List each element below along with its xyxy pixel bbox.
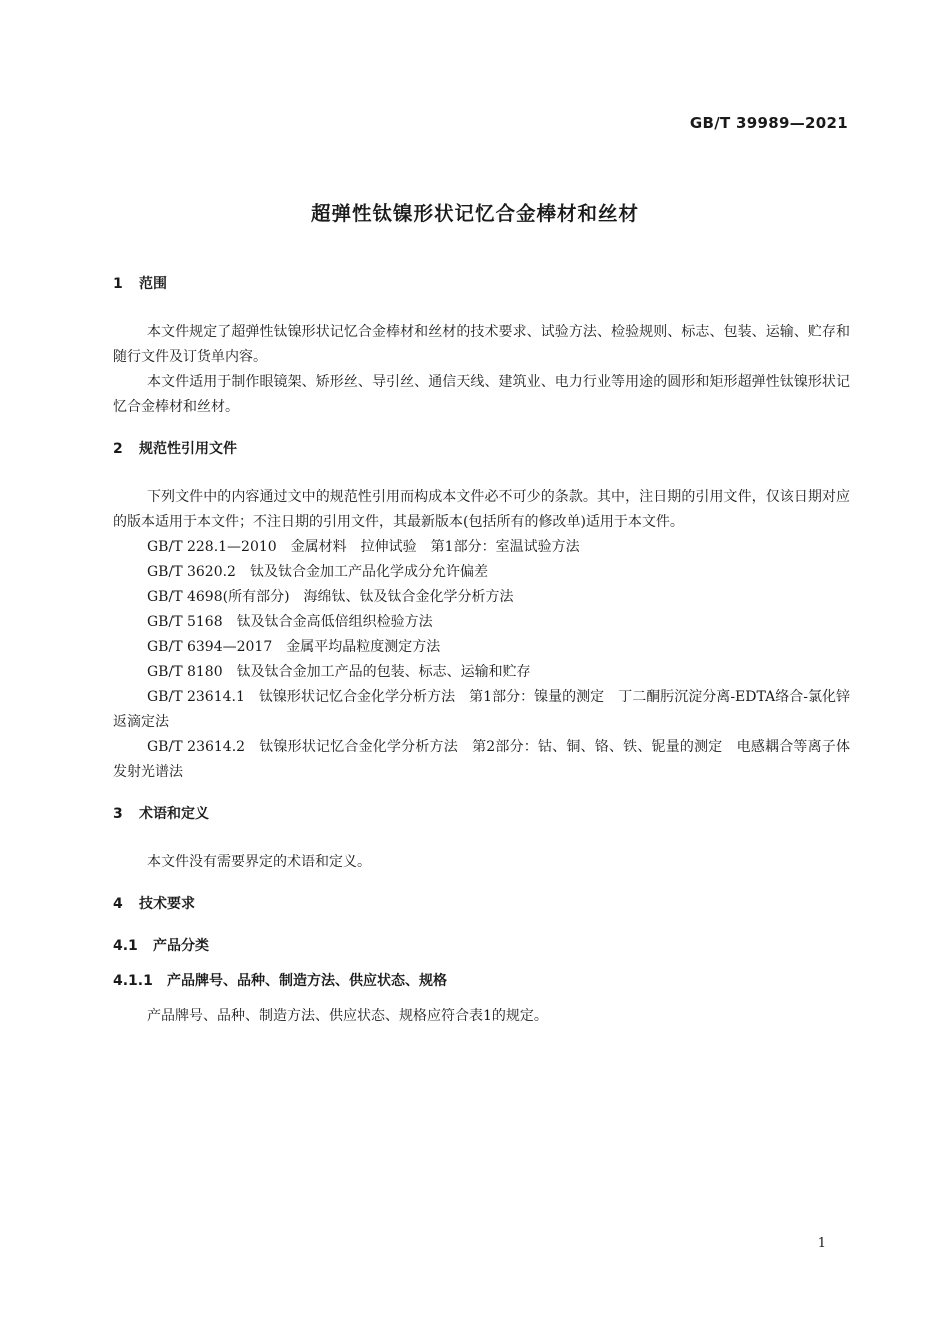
reference-code: GB/T 228.1—2010 [147,539,277,555]
reference-item [113,635,850,660]
section-heading-scope [113,272,850,297]
document-body [113,272,850,1029]
reference-item [113,585,850,610]
paragraph: 下列文件中的内容通过文中的规范性引用而构成本文件必不可少的条款。其中，注日期的引用文件，仅该日期对应的版本适用于本文件；不注日期的引用文件，其最新版本(包括所有的修改单)适用于本文件。 [113,489,850,530]
document-title: 超弹性钛镍形状记忆合金棒材和丝材 [310,202,639,225]
subsection-heading-product-classification [113,934,850,959]
section-title: 技术要求 [139,896,195,912]
reference-title: 海绵钛、钛及钛合金化学分析方法 [303,589,514,605]
reference-title: 金属平均晶粒度测定方法 [286,639,441,655]
subsection-title: 产品分类 [153,938,209,954]
section-number: 1 [113,276,123,292]
subsection-number: 4.1 [113,938,138,954]
section-title: 范围 [139,276,167,292]
section-title: 规范性引用文件 [139,441,237,457]
paragraph: 本文件适用于制作眼镜架、矫形丝、导引丝、通信天线、建筑业、电力行业等用途的圆形和矩形超弹性钛镍形状记忆合金棒材和丝材。 [113,374,850,415]
reference-code: GB/T 23614.1 [147,689,245,705]
reference-title: 钛及钛合金高低倍组织检验方法 [236,614,433,630]
subsubsection-number: 4.1.1 [113,973,153,989]
reference-code: GB/T 23614.2 [147,739,246,755]
section-heading-normative-references [113,437,850,462]
paragraph: 产品牌号、品种、制造方法、供应状态、规格应符合表1的规定。 [147,1008,548,1024]
reference-title: 钛及钛合金加工产品的包装、标志、运输和贮存 [236,664,531,680]
reference-code: GB/T 8180 [147,664,223,680]
document-code: GB/T 39989—2021 [689,114,848,132]
reference-code: GB/T 5168 [147,614,223,630]
reference-item [113,610,850,635]
paragraph: 本文件规定了超弹性钛镍形状记忆合金棒材和丝材的技术要求、试验方法、检验规则、标志、包装、运输、贮存和随行文件及订货单内容。 [113,324,850,365]
reference-code: GB/T 6394—2017 [147,639,273,655]
section-heading-terms-definitions [113,802,850,827]
page-number: 1 [817,1236,826,1251]
reference-title: 钛镍形状记忆合金化学分析方法 第1部分：镍量的测定 丁二酮肟沉淀分离-EDTA络合-氯化锌返滴定法 [113,689,850,730]
reference-item [113,685,850,735]
reference-title: 钛镍形状记忆合金化学分析方法 第2部分：钴、铜、铬、铁、铌量的测定 电感耦合等离子体发射光谱法 [113,739,850,780]
reference-item [113,535,850,560]
reference-code: GB/T 3620.2 [147,564,236,580]
reference-title: 钛及钛合金加工产品化学成分允许偏差 [249,564,488,580]
subsubsection-title: 产品牌号、品种、制造方法、供应状态、规格 [167,973,447,989]
subsubsection-heading-product-grades [113,969,850,994]
section-number: 4 [113,896,123,912]
reference-title: 金属材料 拉伸试验 第1部分：室温试验方法 [290,539,580,555]
section-number: 3 [113,806,123,822]
reference-code: GB/T 4698(所有部分) [147,589,290,605]
section-number: 2 [113,441,123,457]
reference-item [113,735,850,785]
section-heading-technical-requirements [113,892,850,917]
reference-item [113,560,850,585]
reference-item [113,660,850,685]
paragraph: 本文件没有需要界定的术语和定义。 [147,854,371,870]
section-title: 术语和定义 [139,806,209,822]
